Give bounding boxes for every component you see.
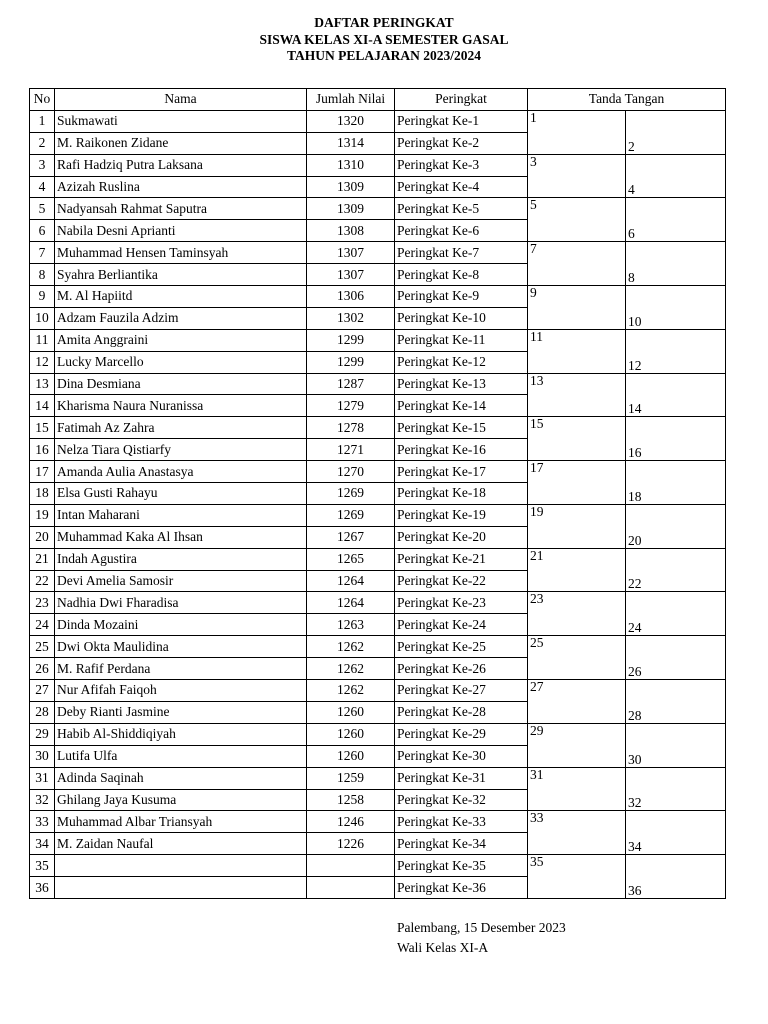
signature-cell: 9	[528, 286, 626, 330]
rank-label: Peringkat Ke-7	[395, 242, 528, 264]
signature-cell: 18	[626, 461, 726, 505]
student-name: Syahra Berliantika	[55, 264, 307, 286]
rank-label: Peringkat Ke-4	[395, 176, 528, 198]
rank-label: Peringkat Ke-35	[395, 855, 528, 877]
student-name: Adzam Fauzila Adzim	[55, 307, 307, 329]
document-subtitle-class: SISWA KELAS XI-A SEMESTER GASAL	[259, 31, 509, 47]
total-score	[307, 855, 395, 877]
rank-label: Peringkat Ke-20	[395, 526, 528, 548]
student-name: M. Zaidan Naufal	[55, 833, 307, 855]
student-name: Muhammad Kaka Al Ihsan	[55, 526, 307, 548]
student-name	[55, 877, 307, 899]
signature-cell: 17	[528, 461, 626, 505]
total-score: 1310	[307, 154, 395, 176]
rank-label: Peringkat Ke-1	[395, 110, 528, 132]
row-number: 32	[30, 789, 55, 811]
signature-cell: 16	[626, 417, 726, 461]
row-number: 8	[30, 264, 55, 286]
table-row	[30, 723, 726, 745]
student-name: Intan Maharani	[55, 504, 307, 526]
table-row	[30, 855, 726, 877]
signature-cell: 26	[626, 636, 726, 680]
column-header-peringkat: Peringkat	[395, 89, 528, 111]
column-header-no: No	[30, 89, 55, 111]
row-number: 4	[30, 176, 55, 198]
table-row	[30, 680, 726, 702]
total-score: 1265	[307, 548, 395, 570]
rank-label: Peringkat Ke-24	[395, 614, 528, 636]
signature-cell: 36	[626, 855, 726, 899]
signature-cell: 24	[626, 592, 726, 636]
student-name: Amanda Aulia Anastasya	[55, 461, 307, 483]
table-row	[30, 286, 726, 308]
rank-label: Peringkat Ke-12	[395, 351, 528, 373]
rank-label: Peringkat Ke-28	[395, 701, 528, 723]
signature-cell: 19	[528, 504, 626, 548]
table-row	[30, 461, 726, 483]
rank-label: Peringkat Ke-32	[395, 789, 528, 811]
table-row	[30, 592, 726, 614]
student-name: M. Raikonen Zidane	[55, 132, 307, 154]
table-row	[30, 110, 726, 132]
table-row	[30, 329, 726, 351]
total-score: 1260	[307, 745, 395, 767]
total-score: 1320	[307, 110, 395, 132]
student-name: M. Al Hapiitd	[55, 286, 307, 308]
column-header-tanda-tangan: Tanda Tangan	[528, 89, 726, 111]
row-number: 20	[30, 526, 55, 548]
row-number: 13	[30, 373, 55, 395]
student-name: Deby Rianti Jasmine	[55, 701, 307, 723]
student-name: Muhammad Albar Triansyah	[55, 811, 307, 833]
row-number: 36	[30, 877, 55, 899]
total-score: 1270	[307, 461, 395, 483]
student-name: Elsa Gusti Rahayu	[55, 483, 307, 505]
student-name: Fatimah Az Zahra	[55, 417, 307, 439]
total-score: 1287	[307, 373, 395, 395]
rank-label: Peringkat Ke-14	[395, 395, 528, 417]
row-number: 7	[30, 242, 55, 264]
student-name: Azizah Ruslina	[55, 176, 307, 198]
document-subtitle-year: TAHUN PELAJARAN 2023/2024	[286, 48, 481, 63]
signature-cell: 14	[626, 373, 726, 417]
total-score: 1246	[307, 811, 395, 833]
row-number: 3	[30, 154, 55, 176]
signature-cell: 34	[626, 811, 726, 855]
student-name: Dinda Mozaini	[55, 614, 307, 636]
ranking-table-body	[30, 110, 726, 898]
table-row	[30, 373, 726, 395]
signature-block	[397, 918, 566, 958]
total-score: 1262	[307, 636, 395, 658]
table-row	[30, 548, 726, 570]
total-score: 1299	[307, 329, 395, 351]
total-score: 1260	[307, 701, 395, 723]
total-score: 1262	[307, 658, 395, 680]
rank-label: Peringkat Ke-31	[395, 767, 528, 789]
total-score: 1271	[307, 439, 395, 461]
table-row	[30, 504, 726, 526]
student-name: Sukmawati	[55, 110, 307, 132]
total-score: 1262	[307, 680, 395, 702]
total-score: 1278	[307, 417, 395, 439]
signature-cell: 29	[528, 723, 626, 767]
signature-cell: 22	[626, 548, 726, 592]
row-number: 23	[30, 592, 55, 614]
row-number: 12	[30, 351, 55, 373]
student-name: Nadhia Dwi Fharadisa	[55, 592, 307, 614]
total-score	[307, 877, 395, 899]
signature-cell: 33	[528, 811, 626, 855]
row-number: 16	[30, 439, 55, 461]
row-number: 25	[30, 636, 55, 658]
signature-cell: 28	[626, 680, 726, 724]
student-name: Amita Anggraini	[55, 329, 307, 351]
signature-cell: 20	[626, 504, 726, 548]
row-number: 2	[30, 132, 55, 154]
place-date: Palembang, 15 Desember 2023	[397, 920, 566, 935]
row-number: 21	[30, 548, 55, 570]
total-score: 1314	[307, 132, 395, 154]
rank-label: Peringkat Ke-11	[395, 329, 528, 351]
row-number: 17	[30, 461, 55, 483]
signature-cell: 13	[528, 373, 626, 417]
total-score: 1264	[307, 592, 395, 614]
rank-label: Peringkat Ke-17	[395, 461, 528, 483]
total-score: 1258	[307, 789, 395, 811]
signature-cell: 3	[528, 154, 626, 198]
row-number: 33	[30, 811, 55, 833]
total-score: 1302	[307, 307, 395, 329]
signature-cell: 27	[528, 680, 626, 724]
signature-cell: 32	[626, 767, 726, 811]
signature-cell: 6	[626, 198, 726, 242]
table-row	[30, 636, 726, 658]
row-number: 31	[30, 767, 55, 789]
row-number: 19	[30, 504, 55, 526]
total-score: 1226	[307, 833, 395, 855]
signature-cell: 1	[528, 110, 626, 154]
total-score: 1306	[307, 286, 395, 308]
rank-label: Peringkat Ke-19	[395, 504, 528, 526]
rank-label: Peringkat Ke-5	[395, 198, 528, 220]
signature-cell: 7	[528, 242, 626, 286]
table-row	[30, 242, 726, 264]
rank-label: Peringkat Ke-15	[395, 417, 528, 439]
student-name: Devi Amelia Samosir	[55, 570, 307, 592]
rank-label: Peringkat Ke-30	[395, 745, 528, 767]
row-number: 1	[30, 110, 55, 132]
student-name: Lutifa Ulfa	[55, 745, 307, 767]
total-score: 1307	[307, 264, 395, 286]
rank-label: Peringkat Ke-6	[395, 220, 528, 242]
row-number: 22	[30, 570, 55, 592]
total-score: 1267	[307, 526, 395, 548]
row-number: 28	[30, 701, 55, 723]
signature-cell: 5	[528, 198, 626, 242]
total-score: 1263	[307, 614, 395, 636]
row-number: 26	[30, 658, 55, 680]
student-name: Nur Afifah Faiqoh	[55, 680, 307, 702]
rank-label: Peringkat Ke-2	[395, 132, 528, 154]
table-row	[30, 811, 726, 833]
ranking-table	[29, 88, 726, 899]
student-name: Muhammad Hensen Taminsyah	[55, 242, 307, 264]
rank-label: Peringkat Ke-8	[395, 264, 528, 286]
row-number: 27	[30, 680, 55, 702]
signature-cell: 4	[626, 154, 726, 198]
signature-cell: 2	[626, 110, 726, 154]
signature-cell: 12	[626, 329, 726, 373]
column-header-nama: Nama	[55, 89, 307, 111]
student-name: Nabila Desni Aprianti	[55, 220, 307, 242]
rank-label: Peringkat Ke-13	[395, 373, 528, 395]
rank-label: Peringkat Ke-22	[395, 570, 528, 592]
signature-cell: 30	[626, 723, 726, 767]
student-name: Ghilang Jaya Kusuma	[55, 789, 307, 811]
row-number: 10	[30, 307, 55, 329]
total-score: 1308	[307, 220, 395, 242]
table-header-row	[30, 89, 726, 111]
table-row	[30, 198, 726, 220]
total-score: 1264	[307, 570, 395, 592]
rank-label: Peringkat Ke-27	[395, 680, 528, 702]
rank-label: Peringkat Ke-26	[395, 658, 528, 680]
total-score: 1279	[307, 395, 395, 417]
rank-label: Peringkat Ke-36	[395, 877, 528, 899]
student-name: Indah Agustira	[55, 548, 307, 570]
student-name: Dina Desmiana	[55, 373, 307, 395]
signature-cell: 15	[528, 417, 626, 461]
total-score: 1260	[307, 723, 395, 745]
row-number: 35	[30, 855, 55, 877]
row-number: 11	[30, 329, 55, 351]
student-name: Habib Al-Shiddiqiyah	[55, 723, 307, 745]
student-name	[55, 855, 307, 877]
row-number: 29	[30, 723, 55, 745]
rank-label: Peringkat Ke-23	[395, 592, 528, 614]
total-score: 1259	[307, 767, 395, 789]
signatory-role: Wali Kelas XI-A	[397, 940, 489, 955]
signature-cell: 31	[528, 767, 626, 811]
row-number: 15	[30, 417, 55, 439]
rank-label: Peringkat Ke-18	[395, 483, 528, 505]
student-name: Lucky Marcello	[55, 351, 307, 373]
row-number: 5	[30, 198, 55, 220]
row-number: 30	[30, 745, 55, 767]
total-score: 1309	[307, 198, 395, 220]
column-header-jumlah-nilai: Jumlah Nilai	[307, 89, 395, 111]
rank-label: Peringkat Ke-9	[395, 286, 528, 308]
signature-cell: 21	[528, 548, 626, 592]
student-name: Nelza Tiara Qistiarfy	[55, 439, 307, 461]
document-title: DAFTAR PERINGKAT	[314, 15, 454, 30]
row-number: 14	[30, 395, 55, 417]
row-number: 24	[30, 614, 55, 636]
rank-label: Peringkat Ke-21	[395, 548, 528, 570]
total-score: 1269	[307, 483, 395, 505]
total-score: 1307	[307, 242, 395, 264]
row-number: 6	[30, 220, 55, 242]
student-name: M. Rafif Perdana	[55, 658, 307, 680]
signature-cell: 25	[528, 636, 626, 680]
rank-label: Peringkat Ke-10	[395, 307, 528, 329]
rank-label: Peringkat Ke-16	[395, 439, 528, 461]
signature-cell: 23	[528, 592, 626, 636]
row-number: 9	[30, 286, 55, 308]
rank-label: Peringkat Ke-29	[395, 723, 528, 745]
document-header	[0, 15, 768, 65]
total-score: 1269	[307, 504, 395, 526]
rank-label: Peringkat Ke-34	[395, 833, 528, 855]
total-score: 1299	[307, 351, 395, 373]
signature-cell: 8	[626, 242, 726, 286]
table-row	[30, 154, 726, 176]
rank-label: Peringkat Ke-33	[395, 811, 528, 833]
student-name: Dwi Okta Maulidina	[55, 636, 307, 658]
student-name: Adinda Saqinah	[55, 767, 307, 789]
signature-cell: 11	[528, 329, 626, 373]
table-row	[30, 417, 726, 439]
row-number: 34	[30, 833, 55, 855]
student-name: Rafi Hadziq Putra Laksana	[55, 154, 307, 176]
rank-label: Peringkat Ke-25	[395, 636, 528, 658]
row-number: 18	[30, 483, 55, 505]
table-row	[30, 767, 726, 789]
signature-cell: 35	[528, 855, 626, 899]
rank-label: Peringkat Ke-3	[395, 154, 528, 176]
student-name: Nadyansah Rahmat Saputra	[55, 198, 307, 220]
signature-cell: 10	[626, 286, 726, 330]
student-name: Kharisma Naura Nuranissa	[55, 395, 307, 417]
total-score: 1309	[307, 176, 395, 198]
